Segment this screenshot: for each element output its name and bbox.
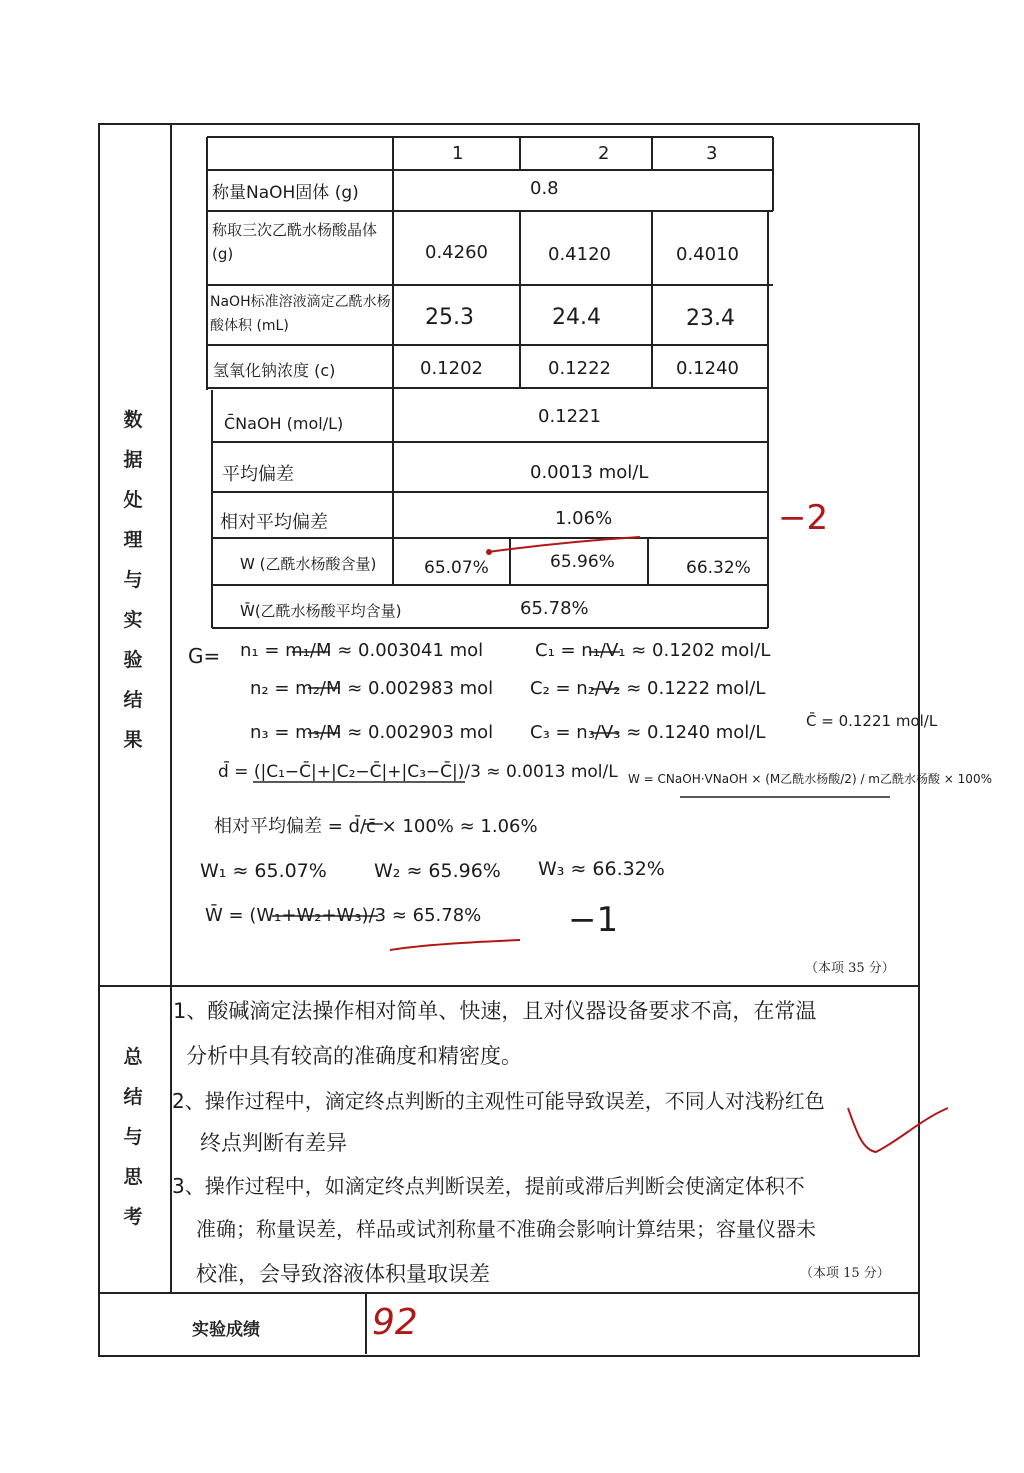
summary-line-4: 终点判断有差异 <box>200 1131 347 1155</box>
table-header-1: 1 <box>452 143 464 164</box>
calc-n1: n₁ = m₁/M ≈ 0.003041 mol <box>240 640 484 661</box>
deduction-mark-table: −2 <box>778 498 829 538</box>
grade-label: 实验成绩 <box>192 1320 260 1340</box>
row-value-avg-dev: 0.0013 mol/L <box>530 462 649 483</box>
summary-line-1: 1、酸碱滴定法操作相对简单、快速，且对仪器设备要求不高，在常温 <box>173 999 817 1023</box>
summary-line-2: 分析中具有较高的准确度和精密度。 <box>186 1044 522 1068</box>
row-label-aspirin-mass: 称取三次乙酰水杨酸晶体 (g) <box>212 221 378 263</box>
calc-prefix: G= <box>188 644 221 668</box>
calc-dbar: d̄ = (|C₁−C̄|+|C₂−C̄|+|C₃−C̄|)/3 ≈ 0.0013 mol/L <box>218 762 618 782</box>
score-note-data: （本项 35 分） <box>805 961 895 976</box>
row-label-rel-dev: 相对平均偏差 <box>220 512 328 533</box>
row-value-conc-1: 0.1202 <box>420 358 483 379</box>
summary-line-7: 校准，会导致溶液体积量取误差 <box>196 1262 490 1286</box>
row-value-content-3: 66.32% <box>686 558 751 578</box>
calc-c2: C₂ = n₂/V₂ ≈ 0.1222 mol/L <box>530 678 766 699</box>
row-value-volume-2: 24.4 <box>552 305 601 330</box>
row-label-avg-dev: 平均偏差 <box>222 464 294 485</box>
table-header-3: 3 <box>706 143 718 164</box>
deduction-mark-calc: −1 <box>568 900 619 940</box>
row-value-aspirin-mass-3: 0.4010 <box>676 244 739 265</box>
row-value-conc-2: 0.1222 <box>548 358 611 379</box>
row-value-content-1: 65.07% <box>424 558 489 578</box>
calc-c3: C₃ = n₃/V₃ ≈ 0.1240 mol/L <box>530 722 766 743</box>
row-value-conc-3: 0.1240 <box>676 358 739 379</box>
calc-n2: n₂ = m₂/M ≈ 0.002983 mol <box>250 678 494 699</box>
summary-line-3: 2、操作过程中，滴定终点判断的主观性可能导致误差，不同人对浅粉红色 <box>172 1089 825 1113</box>
calc-w2: W₂ ≈ 65.96% <box>374 860 501 882</box>
calc-c1: C₁ = n₁/V₁ ≈ 0.1202 mol/L <box>535 640 771 661</box>
summary-section-label: 总 结 与 思 考 <box>123 1046 143 1228</box>
row-label-naoh-mass: 称量NaOH固体 (g) <box>212 183 359 203</box>
calc-w1: W₁ ≈ 65.07% <box>200 860 327 882</box>
row-value-mean-conc: 0.1221 <box>538 406 601 427</box>
summary-line-6: 准确；称量误差，样品或试剂称量不准确会影响计算结果；容量仪器未 <box>196 1217 816 1241</box>
calc-n3: n₃ = m₃/M ≈ 0.002903 mol <box>250 722 494 743</box>
row-value-mean-content: 65.78% <box>520 598 589 619</box>
grade-value: 92 <box>372 1302 418 1343</box>
calc-w-formula: W = CNaOH·VNaOH × (M乙酰水杨酸/2) / m乙酰水杨酸 × 100% <box>628 772 992 786</box>
summary-line-5: 3、操作过程中，如滴定终点判断误差，提前或滞后判断会使滴定体积不 <box>172 1174 805 1198</box>
row-label-naoh-conc: 氢氧化钠浓度 (c) <box>213 361 336 380</box>
calc-wbar: W̄ = (W₁+W₂+W₃)/3 ≈ 65.78% <box>205 905 482 926</box>
row-value-volume-3: 23.4 <box>686 306 735 331</box>
calc-relative-deviation: 相对平均偏差 = d̄/c̄ × 100% ≈ 1.06% <box>214 816 538 837</box>
row-value-aspirin-mass-2: 0.4120 <box>548 244 611 265</box>
row-value-aspirin-mass-1: 0.4260 <box>425 242 488 263</box>
row-label-titration-volume: NaOH标准溶液滴定乙酰水杨酸体积 (mL) <box>210 294 391 334</box>
row-value-rel-dev: 1.06% <box>555 508 613 529</box>
data-section-label: 数 据 处 理 与 实 验 结 果 <box>123 409 143 751</box>
table-header-2: 2 <box>598 143 610 164</box>
score-note-summary: （本项 15 分） <box>800 1266 890 1281</box>
calc-cbar: C̄ = 0.1221 mol/L <box>806 712 938 730</box>
row-label-mean-content: W̄(乙酰水杨酸平均含量) <box>240 602 402 620</box>
row-value-volume-1: 25.3 <box>425 305 474 330</box>
row-value-naoh-mass: 0.8 <box>530 178 559 199</box>
row-value-content-2: 65.96% <box>550 552 615 572</box>
row-label-mean-conc: C̄NaOH (mol/L) <box>224 414 344 433</box>
row-label-content: W (乙酰水杨酸含量) <box>240 555 377 573</box>
calc-w3: W₃ ≈ 66.32% <box>538 858 665 880</box>
